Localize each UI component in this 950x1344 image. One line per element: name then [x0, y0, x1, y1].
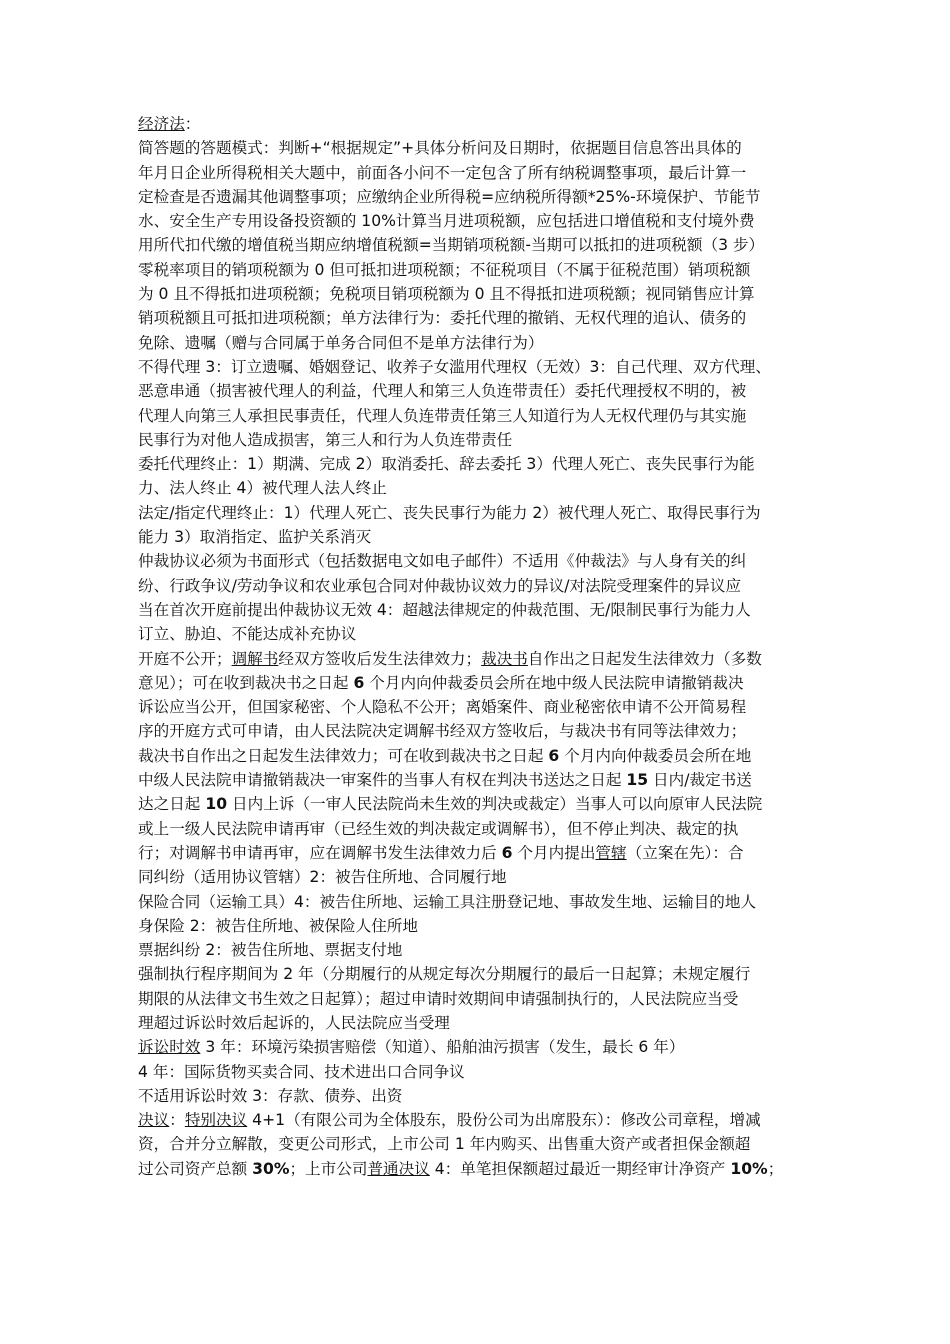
underlined-text: 诉讼时效: [138, 1038, 201, 1057]
text-line: [138, 428, 818, 452]
text-run: 行；对调解书申请再审，应在调解书发生法律效力后: [138, 843, 502, 862]
text-run: 票据纠纷 2：被告住所地、票据支付地: [138, 941, 403, 960]
text-run: 保险合同（运输工具）4：被告住所地、运输工具注册登记地、事故发生地、运输目的地人: [138, 892, 757, 911]
text-line: [138, 598, 818, 622]
text-line: [138, 1060, 818, 1084]
text-line: [138, 1108, 818, 1132]
text-run: 力、法人终止 4）被代理人法人终止: [138, 479, 387, 498]
text-run: 强制执行程序期间为 2 年（分期履行的从规定每次分期履行的最后一日起算；未规定履行: [138, 965, 751, 984]
bold-text: 6: [501, 843, 513, 862]
text-run: 4：单笔担保额超过最近一期经审计净资产: [429, 1159, 731, 1178]
text-line: [138, 1011, 818, 1035]
text-line: [138, 185, 818, 209]
text-line: [138, 112, 818, 136]
text-line: [138, 1157, 818, 1181]
text-run: 个月内提出: [512, 843, 596, 862]
text-line: [138, 719, 818, 743]
bold-text: 15: [626, 771, 649, 790]
text-line: [138, 1132, 818, 1156]
text-run: 同纠纷（适用协议管辖）2：被告住所地、合同履行地: [138, 868, 507, 887]
text-run: 身保险 2：被告住所地、被保险人住所地: [138, 916, 418, 935]
text-line: [138, 476, 818, 500]
text-run: 代理人向第三人承担民事责任，代理人负连带责任第三人知道行为人无权代理仍与其实施: [138, 406, 747, 425]
underlined-text: 裁决书: [481, 649, 528, 668]
text-run: 达之日起: [138, 795, 206, 814]
text-line: [138, 404, 818, 428]
text-line: [138, 890, 818, 914]
text-line: [138, 647, 818, 671]
text-line: [138, 671, 818, 695]
text-run: 民事行为对他人造成损害，第三人和行为人负连带责任: [138, 430, 513, 449]
text-line: [138, 549, 818, 573]
bold-text: 6: [548, 746, 560, 765]
text-run: 期限的从法律文书生效之日起算）；超过申请时效期间申请强制执行的，人民法院应当受: [138, 989, 739, 1008]
text-run: ：: [169, 1111, 185, 1130]
underlined-text: 经济法: [138, 115, 185, 133]
text-line: [138, 987, 818, 1011]
text-run: 不适用诉讼时效 3：存款、债券、出资: [138, 1086, 403, 1105]
text-run: ；上市公司: [289, 1159, 368, 1178]
text-run: 销项税额且可抵扣进项税额；单方法律行为：委托代理的撤销、无权代理的追认、债务的: [138, 309, 747, 328]
text-line: [138, 136, 818, 160]
text-run: 为 0 且不得抵扣进项税额；免税项目销项税额为 0 且不得抵扣进项税额；视同销售应计算: [138, 285, 755, 304]
text-run: 经双方签收后发生法律效力；: [278, 649, 482, 668]
text-run: 免除、遗嘱（赠与合同属于单务合同但不是单方法律行为）: [138, 333, 544, 352]
text-run: 法定/指定代理终止：1）代理人死亡、丧失民事行为能力 2）被代理人死亡、取得民事行为: [138, 503, 761, 522]
text-line: [138, 525, 818, 549]
text-run: 简答题的答题模式：判断+“根据规定”+具体分析问及日期时，依据题目信息答出具体的: [138, 139, 742, 158]
text-run: ：: [184, 115, 201, 133]
text-line: [138, 841, 818, 865]
text-line: [138, 914, 818, 938]
text-run: 日内/裁定书送: [648, 771, 752, 790]
text-run: 或上一级人民法院申请再审（已经生效的判决裁定或调解书），但不停止判决、裁定的执: [138, 819, 739, 838]
bold-text: 6: [353, 673, 365, 692]
text-line: [138, 258, 818, 282]
document-body: [138, 112, 818, 1181]
text-run: 3 年：环境污染损害赔偿（知道）、船舶油污损害（发生，最长 6 年）: [200, 1038, 685, 1057]
text-run: 开庭不公开；: [138, 649, 232, 668]
text-run: 诉讼应当公开，但国家秘密、个人隐私不公开；离婚案件、商业秘密依申请不公开简易程: [138, 698, 747, 717]
text-run: 委托代理终止：1）期满、完成 2）取消委托、辞去委托 3）代理人死亡、丧失民事行为能: [138, 455, 755, 474]
text-line: [138, 452, 818, 476]
text-line: [138, 331, 818, 355]
text-line: [138, 306, 818, 330]
text-line: [138, 233, 818, 257]
text-run: 过公司资产总额: [138, 1159, 253, 1178]
text-run: 用所代扣代缴的增值税当期应纳增值税额=当期销项税额-当期可以抵扣的进项税额（3 步）: [138, 236, 765, 255]
text-run: 自作出之日起发生法律效力（多数: [527, 649, 762, 668]
text-line: [138, 282, 818, 306]
bold-text: 10%: [730, 1159, 768, 1178]
text-line: [138, 695, 818, 719]
text-run: 不得代理 3：订立遗嘱、婚姻登记、收养子女滥用代理权（无效）3：自己代理、双方代理、: [138, 357, 771, 376]
text-line: [138, 574, 818, 598]
underlined-text: 管辖: [595, 843, 627, 862]
text-line: [138, 744, 818, 768]
text-line: [138, 962, 818, 986]
text-run: 水、安全生产专用设备投资额的 10%计算当月进项税额，应包括进口增值税和支付境外费: [138, 212, 755, 231]
text-run: 个月内向仲裁委员会所在地: [559, 746, 752, 765]
text-run: 纷、行政争议/劳动争议和农业承包合同对仲裁协议效力的异议/对法院受理案件的异议应: [138, 576, 742, 595]
text-run: 意见）；可在收到裁决书之日起: [138, 673, 354, 692]
text-run: 订立、胁迫、不能达成补充协议: [138, 625, 357, 644]
text-run: 中级人民法院申请撤销裁决一审案件的当事人有权在判决书送达之日起: [138, 771, 627, 790]
underlined-text: 决议: [138, 1111, 170, 1130]
underlined-text: 特别决议: [184, 1111, 248, 1130]
text-run: 日内上诉（一审人民法院尚未生效的判决或裁定）当事人可以向原审人民法院: [227, 795, 763, 814]
text-run: 恶意串通（损害被代理人的利益，代理人和第三人负连带责任）委托代理授权不明的，被: [138, 382, 747, 401]
text-run: 仲裁协议必须为书面形式（包括数据电文如电子邮件）不适用《仲裁法》与人身有关的纠: [138, 552, 747, 571]
text-run: 序的开庭方式可申请，由人民法院决定调解书经双方签收后，与裁决书有同等法律效力；: [138, 722, 747, 741]
text-run: 4 年：国际货物买卖合同、技术进出口合同争议: [138, 1062, 465, 1081]
text-run: 零税率项目的销项税额为 0 但可抵扣进项税额；不征税项目（不属于征税范围）销项税额: [138, 260, 751, 279]
text-line: [138, 355, 818, 379]
text-line: [138, 865, 818, 889]
text-line: [138, 209, 818, 233]
text-run: 能力 3）取消指定、监护关系消灭: [138, 528, 372, 547]
text-line: [138, 379, 818, 403]
text-line: [138, 768, 818, 792]
text-run: 理超过诉讼时效后起诉的，人民法院应当受理: [138, 1013, 450, 1032]
text-run: 年月日企业所得税相关大题中，前面各小问不一定包含了所有纳税调整事项，最后计算一: [138, 163, 747, 182]
underlined-text: 调解书: [231, 649, 279, 668]
underlined-text: 普通决议: [367, 1159, 430, 1178]
text-run: 定检查是否遗漏其他调整事项；应缴纳企业所得税=应纳税所得额*25%-环境保护、节能节: [138, 187, 761, 206]
text-line: [138, 938, 818, 962]
text-run: 4+1（有限公司为全体股东，股份公司为出席股东）：修改公司章程，增减: [247, 1111, 761, 1130]
text-line: [138, 1035, 818, 1059]
text-line: [138, 161, 818, 185]
text-run: 当在首次开庭前提出仲裁协议无效 4：超越法律规定的仲裁范围、无/限制民事行为能力人: [138, 600, 751, 619]
bold-text: 30%: [252, 1159, 290, 1178]
text-run: 裁决书自作出之日起发生法律效力；可在收到裁决书之日起: [138, 746, 549, 765]
bold-text: 10: [205, 795, 228, 814]
text-line: [138, 622, 818, 646]
text-line: [138, 501, 818, 525]
text-run: 个月内向仲裁委员会所在地中级人民法院申请撤销裁决: [364, 673, 744, 692]
text-line: [138, 1084, 818, 1108]
text-line: [138, 792, 818, 816]
text-run: 资，合并分立解散，变更公司形式，上市公司 1 年内购买、出售重大资产或者担保金额超: [138, 1135, 751, 1154]
text-run: （立案在先）：合: [626, 843, 744, 862]
text-run: ；: [767, 1159, 784, 1178]
text-line: [138, 817, 818, 841]
